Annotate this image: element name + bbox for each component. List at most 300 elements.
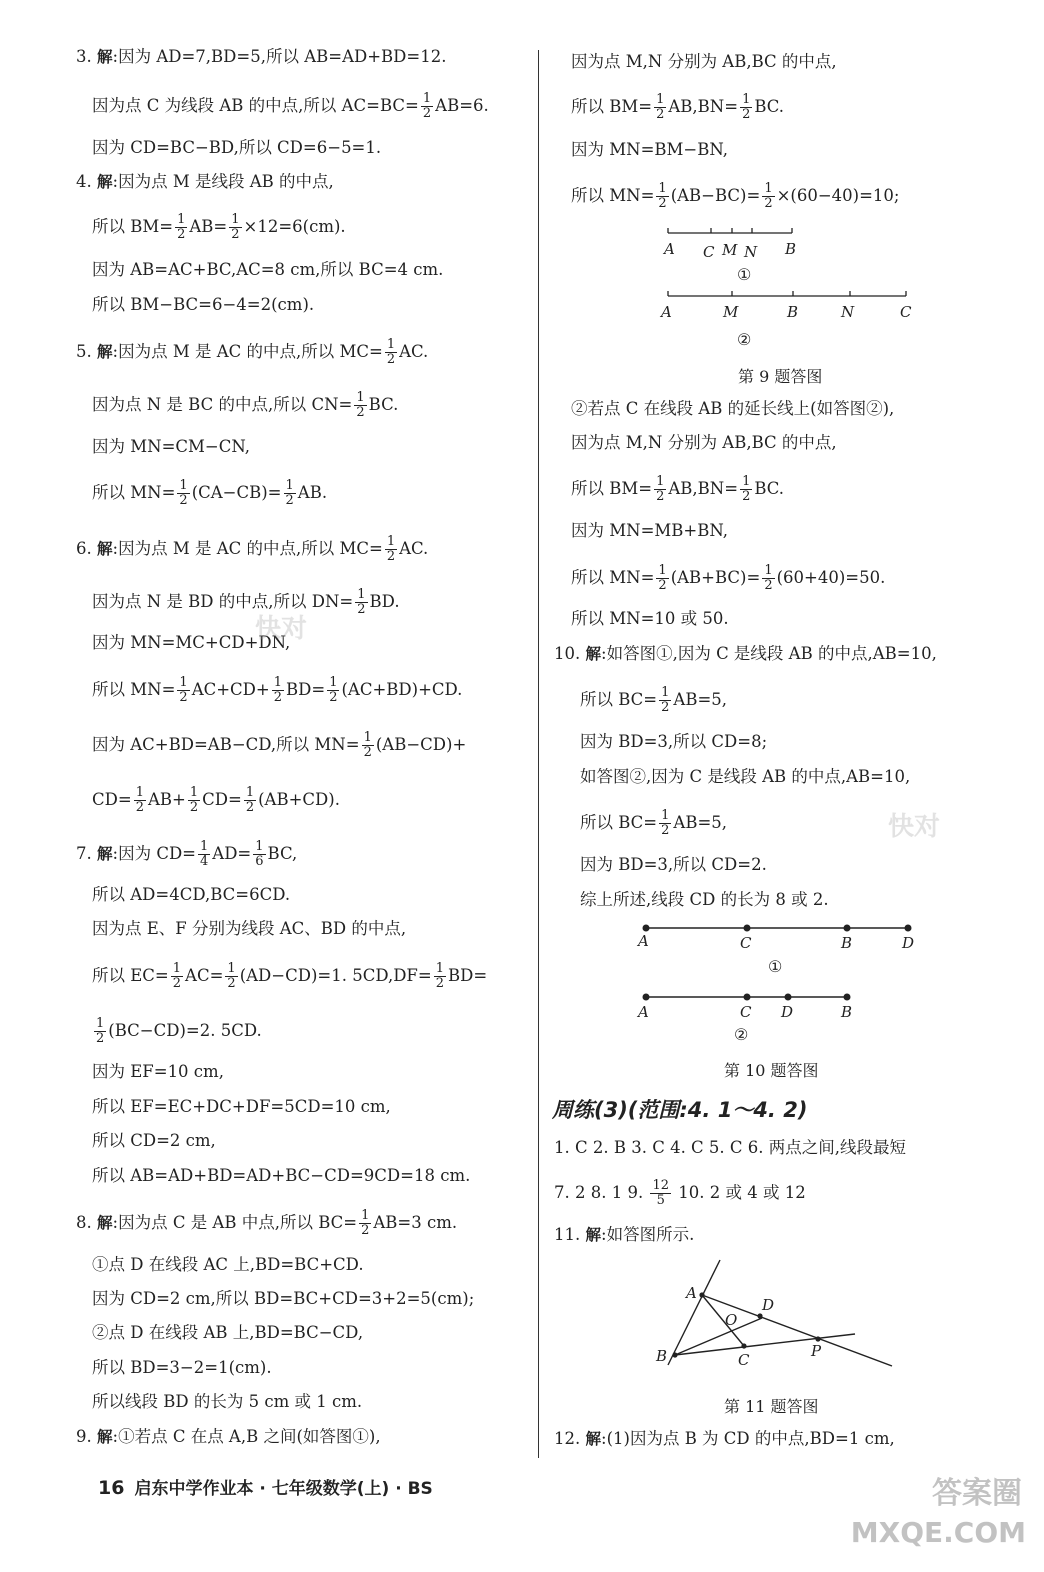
text-run: AC= bbox=[185, 966, 224, 985]
text-line bbox=[76, 46, 446, 68]
text-run: (BC−CD)=2. 5CD. bbox=[108, 1021, 262, 1040]
denominator: 2 bbox=[658, 578, 667, 593]
text-run: (CA−CB)= bbox=[191, 483, 282, 502]
text-run: :如答图所示. bbox=[601, 1225, 695, 1244]
text-run: BD= bbox=[286, 680, 326, 699]
fraction bbox=[354, 391, 366, 420]
caption-fig10: 第 10 题答图 bbox=[724, 1061, 819, 1080]
denominator: 2 bbox=[135, 800, 144, 815]
fig9-label: M bbox=[723, 303, 739, 321]
numerator: 1 bbox=[135, 785, 144, 800]
numerator: 1 bbox=[200, 839, 209, 854]
denominator: 2 bbox=[357, 602, 366, 617]
text-run: ②点 D 在线段 AB 上,BD=BC−CD, bbox=[92, 1323, 364, 1342]
fig9-label: N bbox=[841, 303, 855, 321]
text-line bbox=[92, 676, 462, 705]
text-run: BC. bbox=[754, 97, 785, 116]
fraction bbox=[656, 564, 668, 593]
denominator: 2 bbox=[656, 489, 665, 504]
denominator: 2 bbox=[179, 690, 188, 705]
solution-label: 解 bbox=[97, 1428, 113, 1446]
text-line bbox=[554, 643, 937, 665]
numerator: 1 bbox=[363, 730, 372, 745]
fig10-label: C bbox=[740, 934, 752, 952]
text-run: :因为点 C 是 AB 中点,所以 BC= bbox=[112, 1213, 358, 1232]
text-run: 综上所述,线段 CD 的长为 8 或 2. bbox=[580, 890, 829, 909]
text-line bbox=[571, 398, 894, 420]
denominator: 2 bbox=[273, 690, 283, 705]
numerator: 1 bbox=[189, 785, 199, 800]
text-run: 因为 BD=3,所以 CD=2. bbox=[580, 855, 767, 874]
fraction bbox=[177, 676, 189, 705]
text-run: AB,BN= bbox=[668, 97, 739, 116]
denominator: 2 bbox=[329, 690, 338, 705]
text-run: 7. bbox=[76, 844, 97, 863]
text-line bbox=[92, 1165, 470, 1187]
text-line bbox=[92, 731, 466, 760]
numerator: 1 bbox=[386, 337, 396, 352]
denominator: 2 bbox=[356, 405, 365, 420]
text-line bbox=[571, 93, 784, 122]
text-run: 因为 MN=MB+BN, bbox=[571, 521, 728, 540]
text-run: :①若点 C 在点 A,B 之间(如答图①), bbox=[112, 1427, 381, 1446]
solution-label: 解 bbox=[97, 845, 113, 863]
text-line bbox=[571, 51, 837, 73]
denominator: 4 bbox=[200, 854, 209, 869]
text-run: ×(60−40)=10; bbox=[776, 186, 900, 205]
text-line bbox=[571, 139, 728, 161]
text-run: 因为 CD=BC−BD,所以 CD=6−5=1. bbox=[92, 138, 382, 157]
denominator: 2 bbox=[386, 352, 396, 367]
denominator: 2 bbox=[285, 493, 294, 508]
fraction bbox=[434, 962, 446, 991]
text-run: CD= bbox=[92, 790, 132, 809]
text-run: :如答图①,因为 C 是线段 AB 的中点,AB=10, bbox=[601, 644, 937, 663]
text-run: 所以 BM−BC=6−4=2(cm). bbox=[92, 295, 315, 314]
text-run: 所以 BM= bbox=[571, 97, 653, 116]
text-run: 7. 2 8. 1 9. bbox=[554, 1183, 649, 1202]
text-run: 12. bbox=[554, 1429, 586, 1448]
numerator: 1 bbox=[658, 181, 667, 196]
text-run: 所以 MN= bbox=[571, 568, 655, 587]
text-run: 10. 2 或 4 或 12 bbox=[673, 1183, 806, 1202]
text-run: AB=5, bbox=[673, 690, 728, 709]
fraction bbox=[650, 1179, 671, 1208]
text-line bbox=[571, 608, 729, 630]
denominator: 2 bbox=[189, 800, 199, 815]
text-line bbox=[571, 520, 728, 542]
fig10-label: D bbox=[781, 1003, 794, 1021]
text-line bbox=[76, 840, 297, 869]
text-run: 6. bbox=[76, 539, 97, 558]
numerator: 1 bbox=[245, 785, 255, 800]
text-run: 1. C 2. B 3. C 4. C 5. C 6. 两点之间,线段最短 bbox=[554, 1138, 907, 1157]
text-run: 因为点 E、F 分别为线段 AC、BD 的中点, bbox=[92, 919, 407, 938]
numerator: 1 bbox=[179, 675, 188, 690]
text-run: AB=6. bbox=[435, 96, 489, 115]
fig9-label: C bbox=[703, 243, 715, 261]
text-run: :因为 AD=7,BD=5,所以 AB=AD+BD=12. bbox=[112, 47, 447, 66]
text-line bbox=[580, 731, 767, 753]
fig11-label: B bbox=[656, 1347, 668, 1365]
fig9-label: B bbox=[785, 240, 797, 258]
denominator: 6 bbox=[255, 854, 264, 869]
text-run: BD. bbox=[369, 592, 400, 611]
denominator: 2 bbox=[231, 227, 240, 242]
text-line bbox=[580, 766, 910, 788]
numerator: 1 bbox=[422, 91, 432, 106]
text-run: 因为 AC+BD=AB−CD,所以 MN= bbox=[92, 735, 360, 754]
numerator: 1 bbox=[742, 474, 751, 489]
text-line bbox=[571, 475, 784, 504]
fraction bbox=[284, 479, 296, 508]
text-run: ×12=6(cm). bbox=[243, 217, 346, 236]
numerator: 1 bbox=[255, 839, 264, 854]
text-run: 因为 MN=MC+CD+DN, bbox=[92, 633, 291, 652]
text-run: 所以 MN=10 或 50. bbox=[571, 609, 729, 628]
text-run: :因为 CD= bbox=[112, 844, 196, 863]
text-line bbox=[92, 1391, 362, 1413]
text-run: (AB−CD)+ bbox=[375, 735, 467, 754]
fraction bbox=[175, 213, 187, 242]
text-run: 因为 CD=2 cm,所以 BD=BC+CD=3+2=5(cm); bbox=[92, 1289, 475, 1308]
fraction bbox=[225, 962, 237, 991]
denominator: 2 bbox=[386, 549, 396, 564]
numerator: 1 bbox=[764, 563, 773, 578]
text-run: (AB+CD). bbox=[258, 790, 340, 809]
fig9-label: A bbox=[664, 240, 675, 258]
fig9-label: M bbox=[722, 241, 738, 259]
text-line bbox=[554, 1428, 895, 1450]
text-run: AC. bbox=[399, 342, 429, 361]
text-run: 所以 AD=4CD,BC=6CD. bbox=[92, 885, 291, 904]
fig10-label: A bbox=[638, 1003, 649, 1021]
fig11-label: D bbox=[762, 1296, 775, 1314]
text-line bbox=[92, 1357, 272, 1379]
column-divider bbox=[538, 50, 539, 1458]
text-line bbox=[580, 809, 727, 838]
solution-label: 解 bbox=[97, 48, 113, 66]
text-line bbox=[92, 1096, 391, 1118]
denominator: 2 bbox=[227, 976, 236, 991]
denominator: 2 bbox=[363, 745, 372, 760]
text-run: 3. bbox=[76, 47, 97, 66]
fig9-label: B bbox=[787, 303, 799, 321]
figure-11 bbox=[640, 1255, 910, 1385]
text-run: CD= bbox=[202, 790, 242, 809]
text-run: AB= bbox=[189, 217, 228, 236]
fraction bbox=[762, 182, 774, 211]
text-line bbox=[571, 182, 900, 211]
solution-label: 解 bbox=[585, 645, 602, 663]
text-line bbox=[554, 1137, 906, 1159]
fraction bbox=[177, 479, 189, 508]
solution-label: 解 bbox=[97, 173, 113, 191]
fig11-label: A bbox=[686, 1284, 697, 1302]
numerator: 1 bbox=[227, 961, 236, 976]
numerator: 1 bbox=[764, 181, 773, 196]
text-run: (60+40)=50. bbox=[776, 568, 886, 587]
solution-label: 解 bbox=[97, 540, 113, 558]
text-line bbox=[571, 432, 837, 454]
numerator: 1 bbox=[172, 961, 182, 976]
text-run: ②若点 C 在线段 AB 的延长线上(如答图②), bbox=[571, 399, 895, 418]
solution-label: 解 bbox=[97, 1214, 113, 1232]
text-line bbox=[92, 1061, 224, 1083]
denominator: 2 bbox=[656, 107, 665, 122]
text-run: 因为 BD=3,所以 CD=8; bbox=[580, 732, 768, 751]
watermark-site: MXQE.COM bbox=[850, 1516, 1026, 1549]
denominator: 2 bbox=[172, 976, 182, 991]
fraction bbox=[740, 93, 752, 122]
numerator: 1 bbox=[179, 478, 188, 493]
numerator: 1 bbox=[386, 534, 396, 549]
text-line bbox=[76, 535, 428, 564]
text-run: 9. bbox=[76, 1427, 97, 1446]
text-run: AC. bbox=[399, 539, 429, 558]
numerator: 1 bbox=[656, 474, 665, 489]
caption-fig9: 第 9 题答图 bbox=[738, 367, 823, 386]
text-run: AB=5, bbox=[673, 813, 728, 832]
text-run: 因为点 M,N 分别为 AB,BC 的中点, bbox=[571, 52, 837, 71]
text-line bbox=[92, 1130, 216, 1152]
text-run: 因为点 N 是 BC 的中点,所以 CN= bbox=[92, 395, 353, 414]
text-line bbox=[580, 686, 727, 715]
text-line bbox=[92, 1017, 262, 1046]
denominator: 2 bbox=[179, 493, 188, 508]
fraction bbox=[762, 564, 774, 593]
text-run: BC. bbox=[754, 479, 785, 498]
text-run: 因为 MN=BM−BN, bbox=[571, 140, 728, 159]
text-run: 因为点 M,N 分别为 AB,BC 的中点, bbox=[571, 433, 837, 452]
denominator: 2 bbox=[177, 227, 186, 242]
text-line bbox=[76, 1426, 381, 1448]
text-run: 8. bbox=[76, 1213, 97, 1232]
text-line bbox=[92, 1254, 364, 1276]
fig10-label: D bbox=[902, 934, 915, 952]
fig9-label: C bbox=[900, 303, 912, 321]
page-footer bbox=[98, 1474, 433, 1499]
caption-fig11: 第 11 题答图 bbox=[724, 1397, 819, 1416]
text-line bbox=[92, 479, 327, 508]
numerator: 1 bbox=[356, 390, 365, 405]
text-line bbox=[76, 338, 428, 367]
text-line bbox=[92, 1288, 474, 1310]
text-run: 所以 MN= bbox=[571, 186, 655, 205]
numerator: 1 bbox=[658, 563, 667, 578]
numerator: 12 bbox=[652, 1178, 669, 1193]
fig10-label: B bbox=[841, 1003, 853, 1021]
denominator: 2 bbox=[96, 1031, 105, 1046]
text-run: AB,BN= bbox=[668, 479, 739, 498]
fig10-circle-2: ② bbox=[734, 1025, 749, 1044]
text-run: BC, bbox=[267, 844, 298, 863]
fig11-label: O bbox=[725, 1311, 738, 1329]
text-line bbox=[92, 1322, 363, 1344]
fraction bbox=[421, 92, 433, 121]
denominator: 2 bbox=[658, 196, 667, 211]
fig11-label: P bbox=[811, 1342, 822, 1360]
text-run: :因为点 M 是 AC 的中点,所以 MC= bbox=[112, 342, 383, 361]
watermark-kuaidui: 快对 bbox=[888, 812, 941, 842]
watermark-kuaidui: 快对 bbox=[255, 614, 308, 644]
text-run: 5. bbox=[76, 342, 97, 361]
numerator: 1 bbox=[285, 478, 294, 493]
numerator: 1 bbox=[656, 92, 665, 107]
fraction bbox=[659, 686, 671, 715]
text-line bbox=[92, 962, 487, 991]
text-run: BD= bbox=[448, 966, 488, 985]
solution-label: 解 bbox=[585, 1430, 602, 1448]
text-run: 所以线段 BD 的长为 5 cm 或 1 cm. bbox=[92, 1392, 363, 1411]
numerator: 1 bbox=[273, 675, 283, 690]
text-line bbox=[580, 854, 767, 876]
denominator: 2 bbox=[764, 578, 773, 593]
text-line bbox=[92, 588, 400, 617]
text-run: AC+CD+ bbox=[191, 680, 270, 699]
fig10-label: C bbox=[740, 1003, 752, 1021]
text-run: 因为 AB=AC+BC,AC=8 cm,所以 BC=4 cm. bbox=[92, 260, 444, 279]
text-line bbox=[92, 436, 250, 458]
text-run: 因为点 N 是 BD 的中点,所以 DN= bbox=[92, 592, 354, 611]
numerator: 1 bbox=[361, 1208, 370, 1223]
fig9-circle-2: ② bbox=[737, 330, 752, 349]
text-run: 所以 BM= bbox=[92, 217, 174, 236]
text-run: AB. bbox=[297, 483, 328, 502]
text-line bbox=[571, 564, 885, 593]
text-run: (AB−BC)= bbox=[670, 186, 761, 205]
fraction bbox=[654, 475, 666, 504]
denominator: 2 bbox=[422, 106, 432, 121]
text-run: 10. bbox=[554, 644, 586, 663]
text-run: 所以 BC= bbox=[580, 690, 658, 709]
text-line bbox=[76, 1209, 457, 1238]
text-run: AD= bbox=[212, 844, 252, 863]
fraction bbox=[385, 338, 397, 367]
text-line bbox=[92, 137, 381, 159]
fraction bbox=[656, 182, 668, 211]
fraction bbox=[659, 809, 671, 838]
fig9-label: N bbox=[744, 243, 758, 261]
text-run: :(1)因为点 B 为 CD 的中点,BD=1 cm, bbox=[601, 1429, 895, 1448]
text-line bbox=[92, 213, 346, 242]
text-run: 因为 MN=CM−CN, bbox=[92, 437, 250, 456]
denominator: 2 bbox=[742, 107, 751, 122]
numerator: 1 bbox=[177, 212, 186, 227]
numerator: 1 bbox=[661, 808, 670, 823]
fraction bbox=[385, 535, 397, 564]
figure-9 bbox=[650, 224, 930, 354]
fraction bbox=[362, 731, 374, 760]
denominator: 5 bbox=[656, 1193, 665, 1208]
text-run: BC. bbox=[368, 395, 399, 414]
text-run: (AD−CD)=1. 5CD,DF= bbox=[239, 966, 432, 985]
text-run: 所以 CD=2 cm, bbox=[92, 1131, 216, 1150]
fraction bbox=[253, 840, 265, 869]
fraction bbox=[188, 786, 200, 815]
fig9-circle-1: ① bbox=[737, 265, 752, 284]
numerator: 1 bbox=[435, 961, 444, 976]
text-run: ①点 D 在线段 AC 上,BD=BC+CD. bbox=[92, 1255, 364, 1274]
text-run: 所以 BC= bbox=[580, 813, 658, 832]
figure-10 bbox=[630, 918, 930, 1048]
text-run: 如答图②,因为 C 是线段 AB 的中点,AB=10, bbox=[580, 767, 911, 786]
text-run: AB+ bbox=[147, 790, 186, 809]
text-run: :因为点 M 是线段 AB 的中点, bbox=[112, 172, 334, 191]
fraction bbox=[654, 93, 666, 122]
numerator: 1 bbox=[329, 675, 338, 690]
text-line bbox=[580, 889, 829, 911]
fig10-label: B bbox=[841, 934, 853, 952]
text-line bbox=[92, 92, 489, 121]
watermark-brand: 答案圈 bbox=[932, 1476, 1022, 1511]
text-run: 所以 BM= bbox=[571, 479, 653, 498]
fraction bbox=[229, 213, 241, 242]
denominator: 2 bbox=[435, 976, 444, 991]
denominator: 2 bbox=[361, 1223, 370, 1238]
denominator: 2 bbox=[661, 700, 670, 715]
text-run: 11. bbox=[554, 1225, 586, 1244]
book-title: 启东中学作业本 · 七年级数学(上) · BS bbox=[134, 1479, 433, 1499]
fraction bbox=[244, 786, 256, 815]
fraction bbox=[355, 588, 367, 617]
text-run: AB=3 cm. bbox=[373, 1213, 458, 1232]
text-line bbox=[92, 259, 443, 281]
text-line bbox=[92, 391, 398, 420]
text-run: 所以 MN= bbox=[92, 680, 176, 699]
text-run: 因为 EF=10 cm, bbox=[92, 1062, 224, 1081]
solution-label: 解 bbox=[585, 1226, 602, 1244]
fig11-label: C bbox=[738, 1351, 750, 1369]
text-run: 所以 BD=3−2=1(cm). bbox=[92, 1358, 272, 1377]
text-run: 所以 AB=AD+BD=AD+BC−CD=9CD=18 cm. bbox=[92, 1166, 471, 1185]
fraction bbox=[740, 475, 752, 504]
text-line bbox=[92, 786, 340, 815]
fig10-label: A bbox=[638, 932, 649, 950]
numerator: 1 bbox=[742, 92, 751, 107]
numerator: 1 bbox=[661, 685, 670, 700]
fraction bbox=[134, 786, 146, 815]
text-line bbox=[92, 294, 314, 316]
fraction bbox=[359, 1209, 371, 1238]
fraction bbox=[94, 1017, 106, 1046]
text-line bbox=[554, 1179, 806, 1208]
text-run: 所以 MN= bbox=[92, 483, 176, 502]
numerator: 1 bbox=[96, 1016, 105, 1031]
section-title: 周练(3)(范围:4. 1～4. 2) bbox=[552, 1098, 808, 1122]
solution-label: 解 bbox=[97, 343, 113, 361]
text-run: :因为点 M 是 AC 的中点,所以 MC= bbox=[112, 539, 383, 558]
text-line bbox=[92, 918, 406, 940]
text-line bbox=[92, 884, 290, 906]
text-run: (AC+BD)+CD. bbox=[341, 680, 463, 699]
denominator: 2 bbox=[742, 489, 751, 504]
numerator: 1 bbox=[357, 587, 366, 602]
denominator: 2 bbox=[764, 196, 773, 211]
text-run: (AB+BC)= bbox=[670, 568, 761, 587]
fraction bbox=[171, 962, 183, 991]
page-number: 16 bbox=[98, 1477, 125, 1499]
fig9-label: A bbox=[661, 303, 672, 321]
text-run: 4. bbox=[76, 172, 97, 191]
text-run: 所以 EC= bbox=[92, 966, 169, 985]
fraction bbox=[198, 840, 210, 869]
denominator: 2 bbox=[661, 823, 670, 838]
numerator: 1 bbox=[231, 212, 240, 227]
fraction bbox=[272, 676, 284, 705]
text-line bbox=[76, 171, 334, 193]
text-line bbox=[554, 1224, 694, 1246]
